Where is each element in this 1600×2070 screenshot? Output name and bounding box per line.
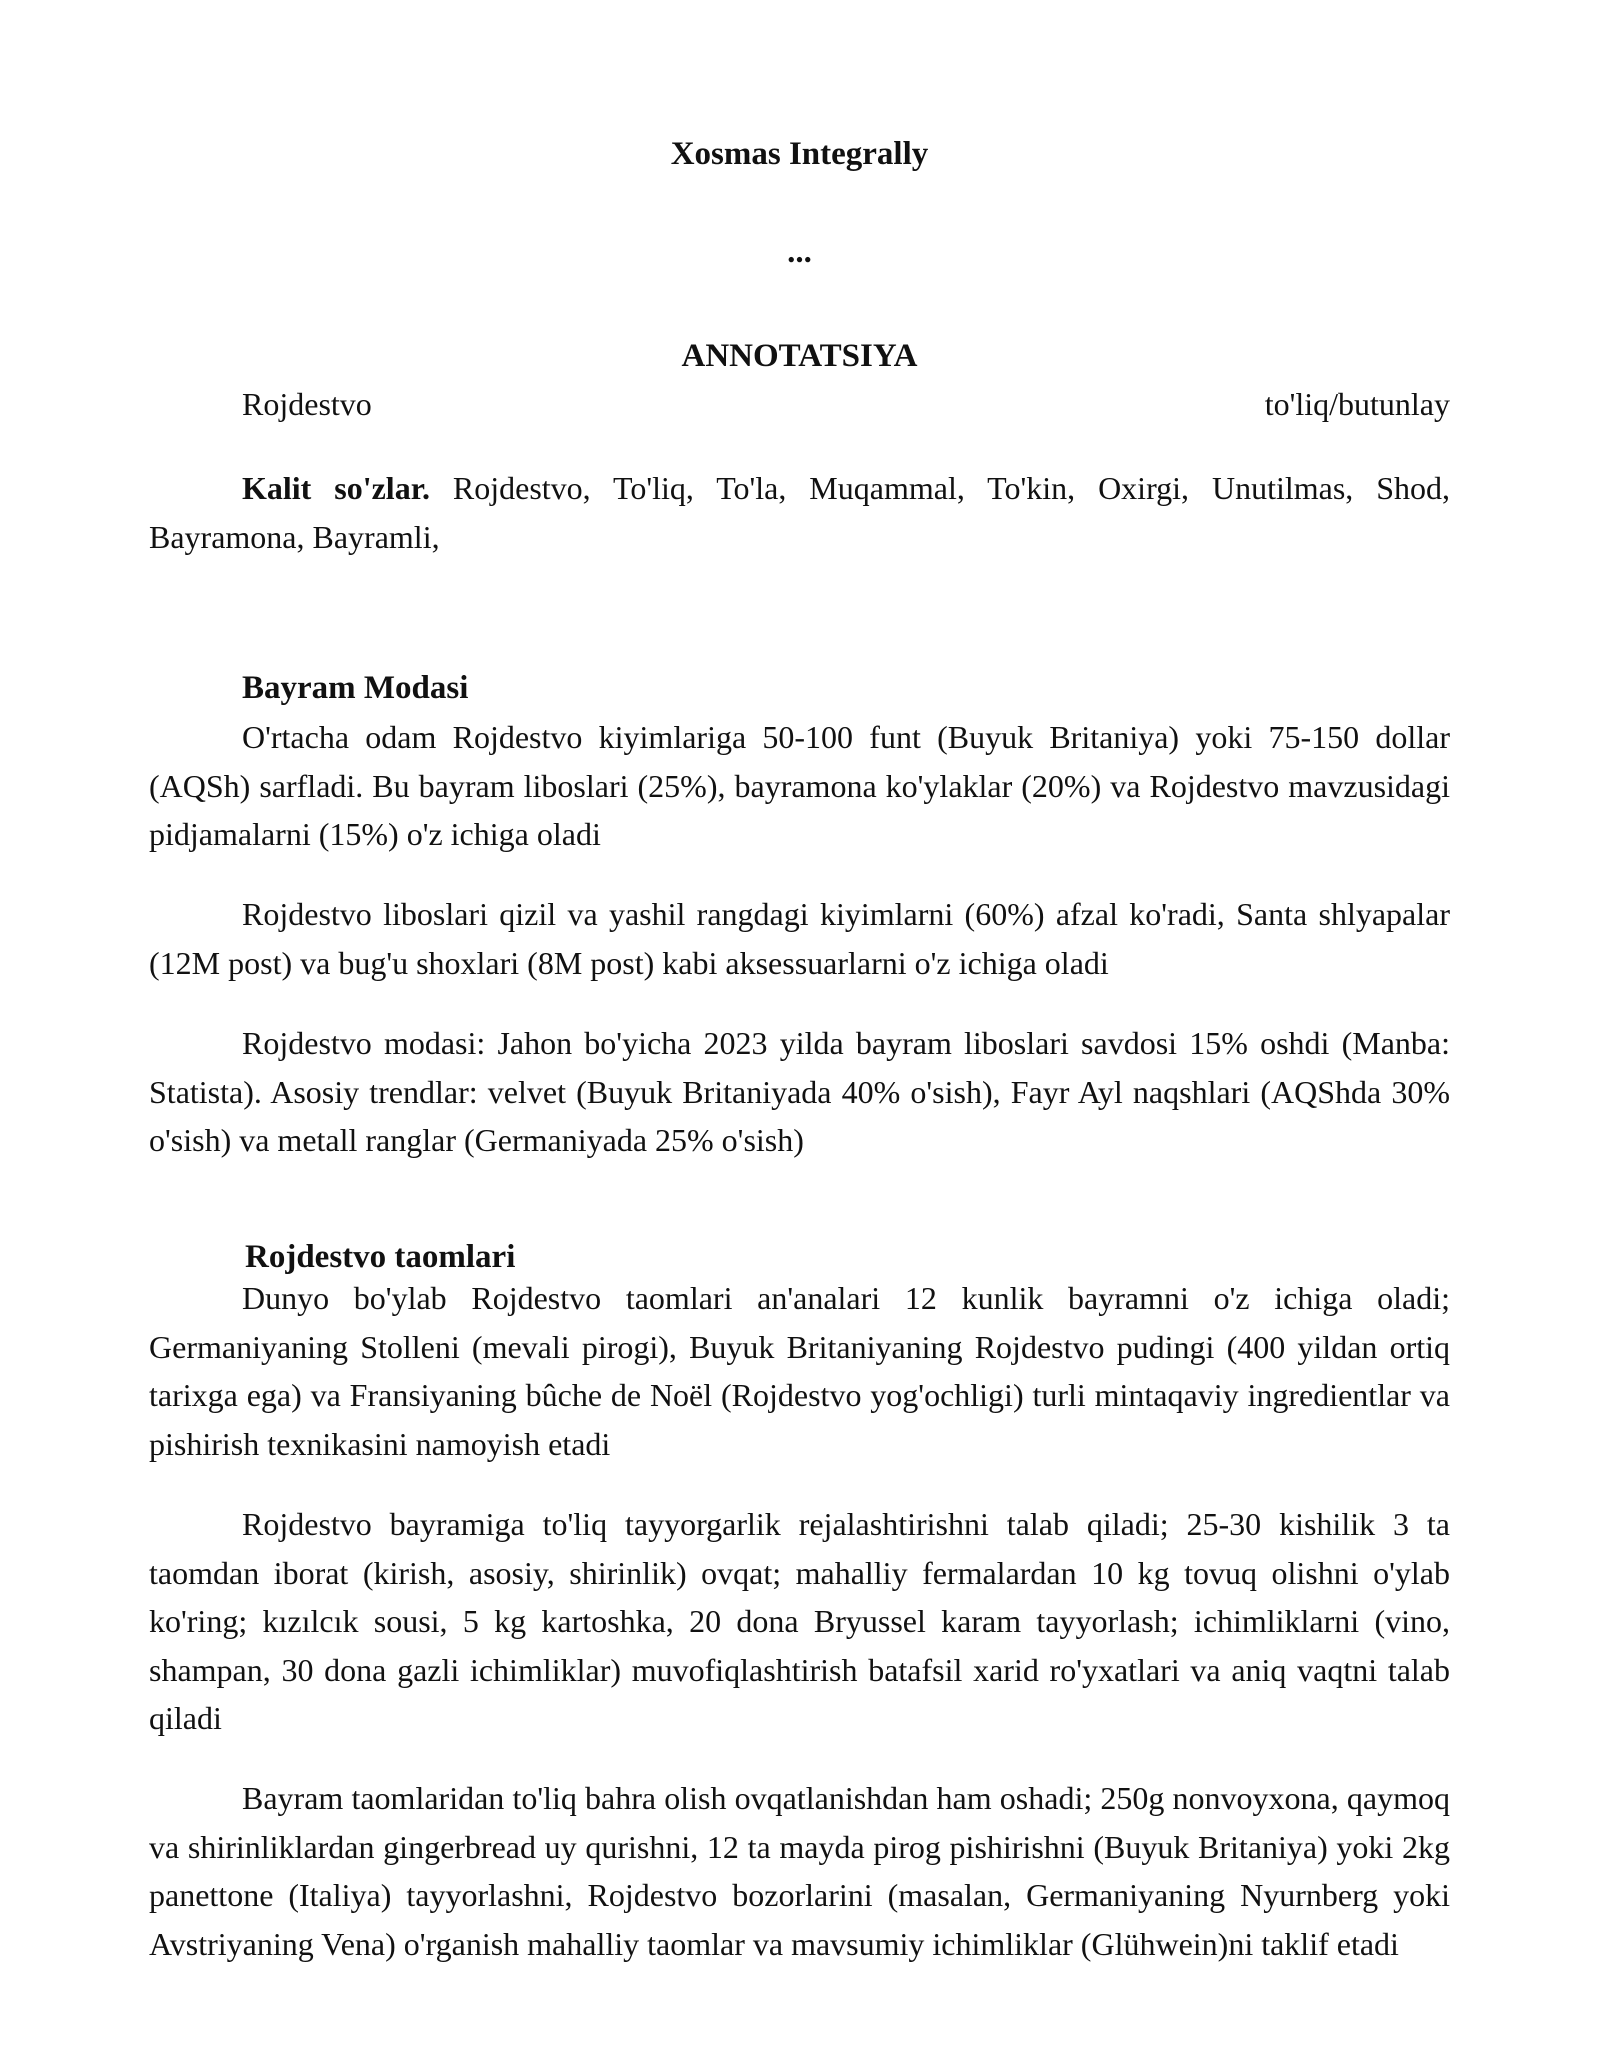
food-paragraph-1: Dunyo bo'ylab Rojdestvo taomlari an'analari 12 kunlik bayramni o'z ichiga oladi; Germaniyaning Stolleni (mevali pirogi), Buyuk Britaniyaning Rojdestvo pudingi (400 yildan ortiq tarixga ega) va Fransiyaning bûche de Noël (Rojdestvo yog'ochligi) turli mintaqaviy ingredientlar va pishirish texnikasini namoyish etadi bbox=[149, 1280, 1450, 1462]
fashion-paragraph-1: O'rtacha odam Rojdestvo kiyimlariga 50-100 funt (Buyuk Britaniya) yoki 75-150 dollar (AQSh) sarfladi. Bu bayram liboslari (25%), bayramona ko'ylaklar (20%) va Rojdestvo mavzusidagi pidjamalarni (15%) o'z ichiga oladi bbox=[149, 719, 1450, 852]
section-heading-food: Rojdestvo taomlari bbox=[245, 1239, 516, 1275]
section-heading-fashion: Bayram Modasi bbox=[242, 670, 469, 706]
annotation-right-text: to'liq/butunlay bbox=[1264, 386, 1450, 422]
fashion-paragraph-3: Rojdestvo modasi: Jahon bo'yicha 2023 yilda bayram liboslari savdosi 15% oshdi (Manba: Statista). Asosiy trendlar: velvet (Buyuk Britaniyada 40% o'sish), Fayr Ayl naqshlari (AQShda 30% o'sish) va metall ranglar (Germaniyada 25% o'sish) bbox=[149, 1025, 1450, 1158]
food-paragraph-3: Bayram taomlaridan to'liq bahra olish ovqatlanishdan ham oshadi; 250g nonvoyxona, qaymoq va shirinliklardan gingerbread uy qurishni, 12 ta mayda pirog pishirishni (Buyuk Britaniya) yoki 2kg panettone (Italiya) tayyorlashni, Rojdestvo bozorlarini (masalan, Germaniyaning Nyurnberg yoki Avstriyaning Vena) o'rganish mahalliy taomlar va mavsumiy ichimliklar (Glühwein)ni taklif etadi bbox=[149, 1780, 1450, 1962]
fashion-paragraph-2: Rojdestvo liboslari qizil va yashil rangdagi kiyimlarni (60%) afzal ko'radi, Santa shlyapalar (12M post) va bug'u shoxlari (8M post) kabi aksessuarlarni o'z ichiga oladi bbox=[149, 896, 1450, 981]
food-paragraph-2: Rojdestvo bayramiga to'liq tayyorgarlik rejalashtirishni talab qiladi; 25-30 kishilik 3 ta taomdan iborat (kirish, asosiy, shirinlik) ovqat; mahalliy fermalardan 10 kg tovuq olishni o'ylab ko'ring; kızılcık sousi, 5 kg kartoshka, 20 dona Bryussel karam tayyorlash; ichimliklarni (vino, shampan, 30 dona gazli ichimliklar) muvofiqlashtirish batafsil xarid ro'yxatlari va aniq vaqtni talab qiladi bbox=[149, 1506, 1450, 1736]
keywords-text: Rojdestvo, To'liq, To'la, Muqammal, To'kin, Oxirgi, Unutilmas, Shod, Bayramona, Bayramli, bbox=[149, 470, 1450, 555]
annotation-heading: ANNOTATSIYA bbox=[681, 338, 918, 374]
annotation-left-text: Rojdestvo bbox=[242, 386, 372, 422]
keywords-label: Kalit so'zlar. bbox=[242, 470, 430, 506]
title-ellipsis: ... bbox=[787, 234, 812, 270]
document-title: Xosmas Integrally bbox=[670, 136, 929, 172]
keywords-paragraph bbox=[149, 464, 1450, 561]
